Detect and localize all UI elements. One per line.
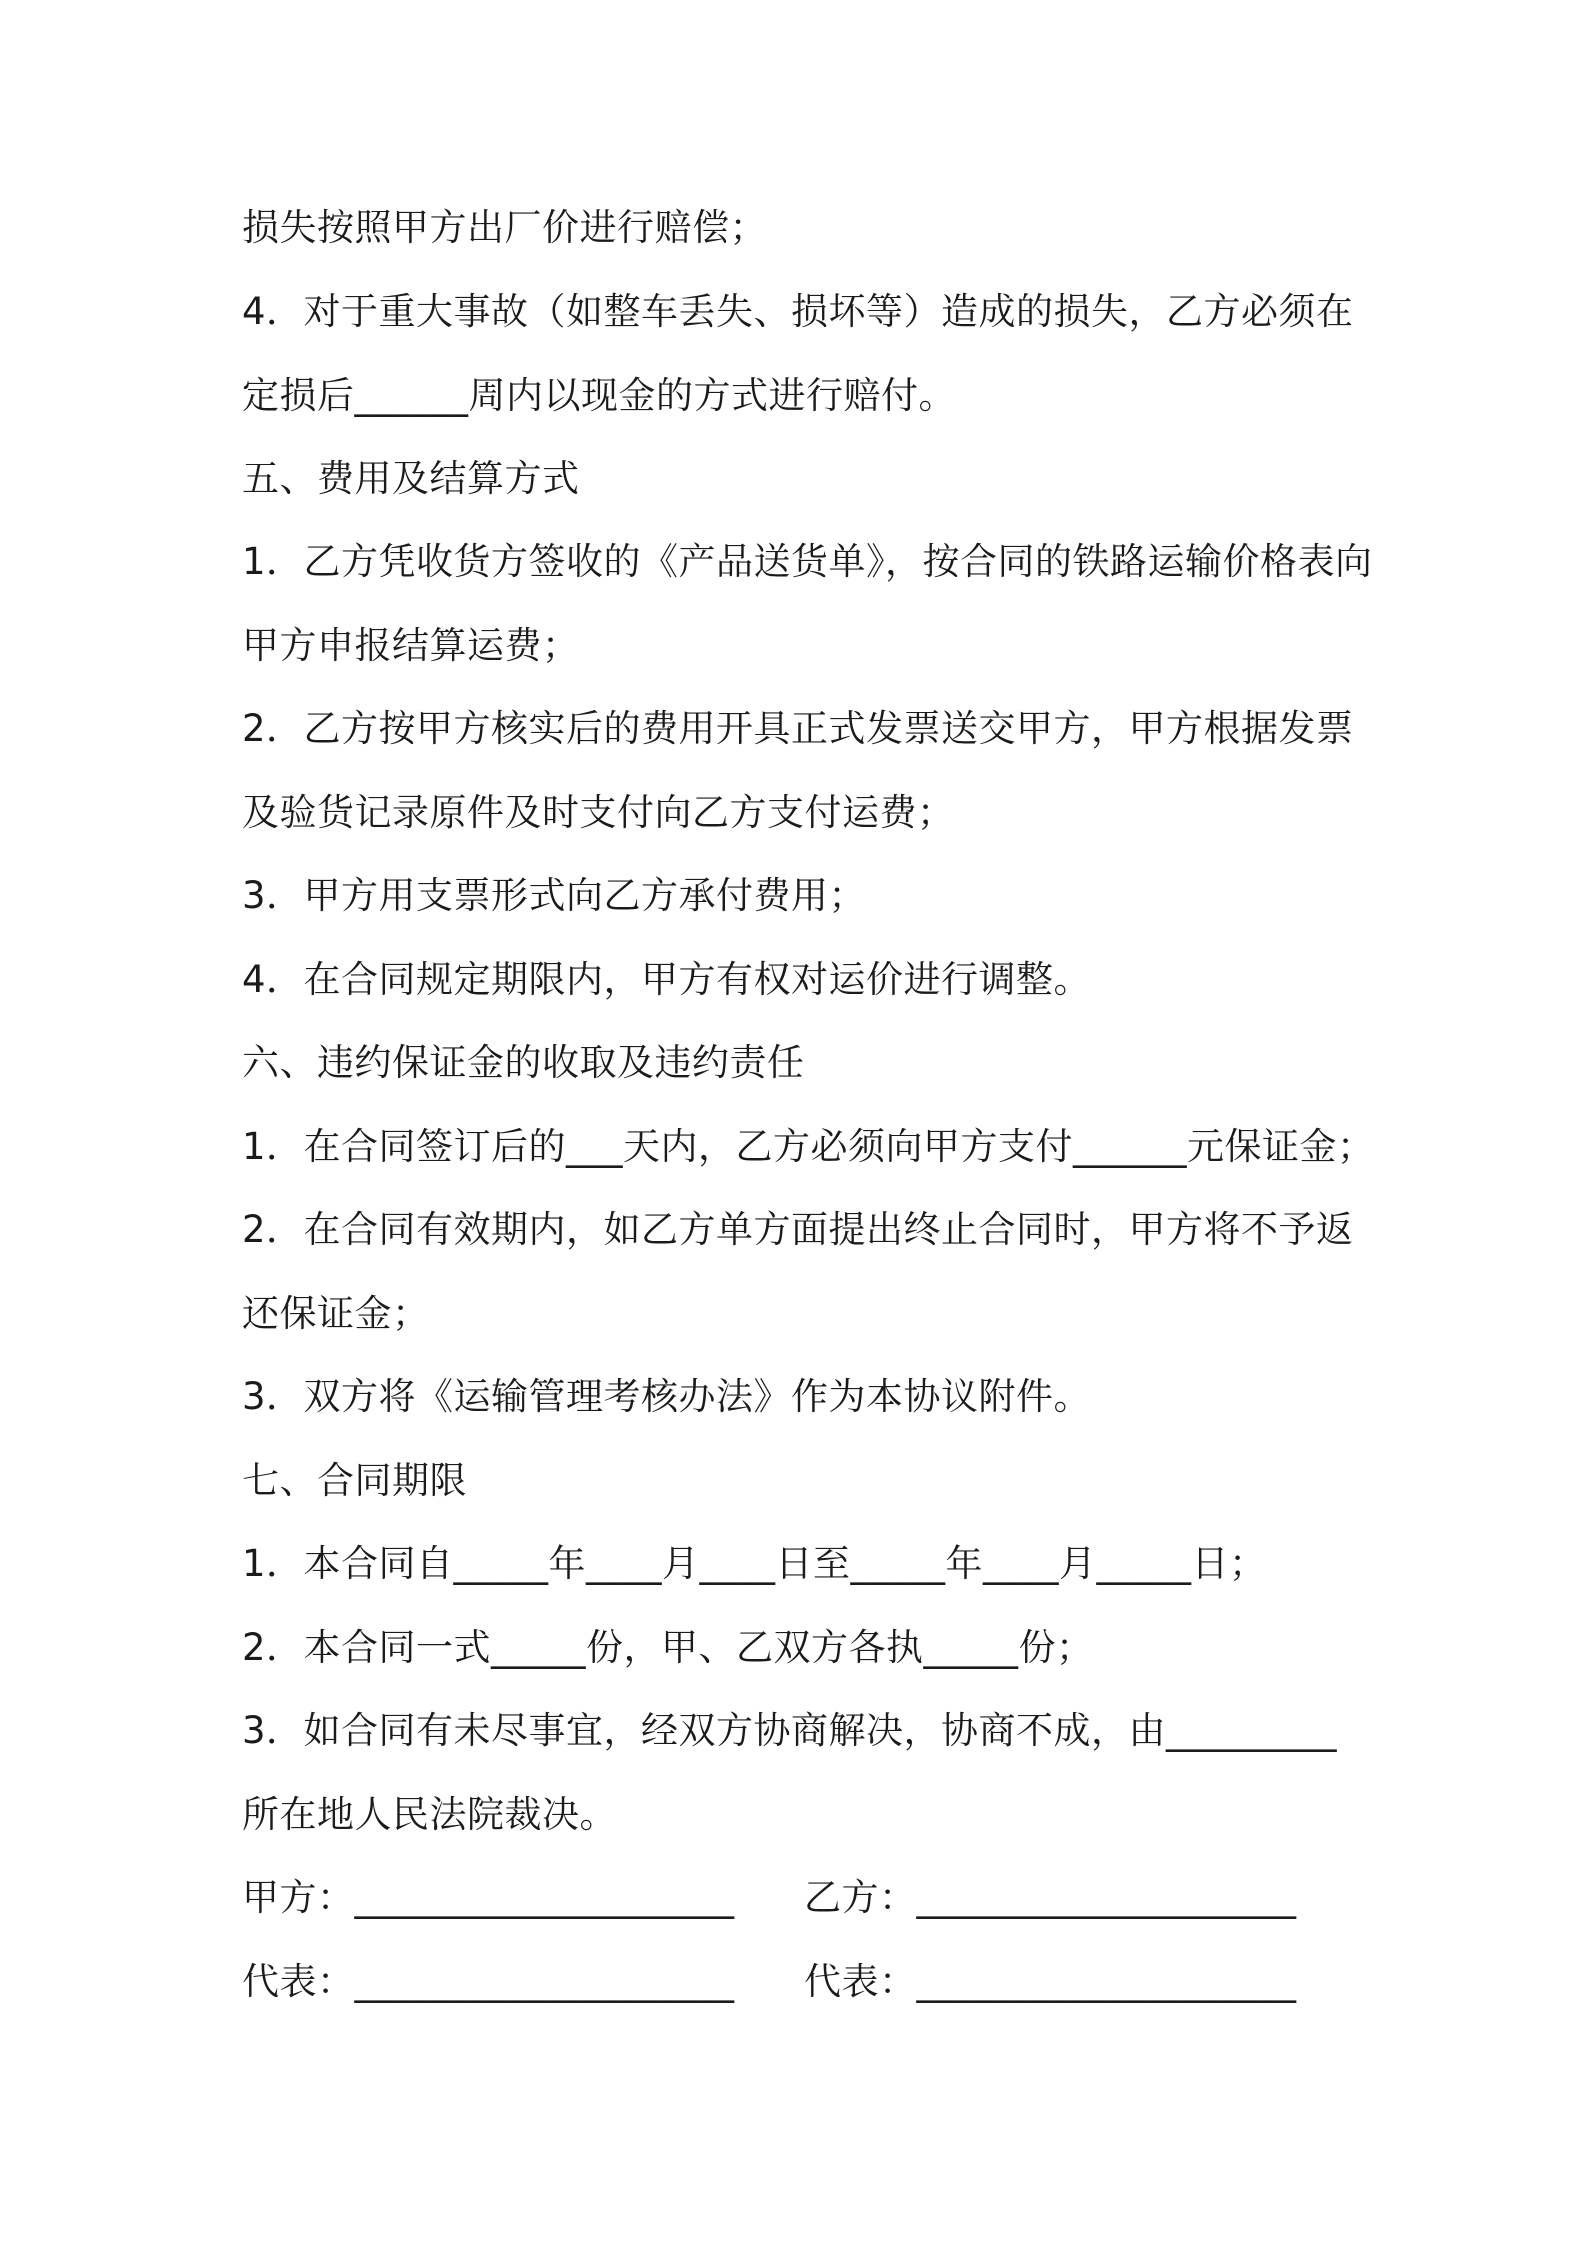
text-line: 甲方申报结算运费；: [242, 624, 580, 667]
text-line: 及验货记录原件及时支付向乙方支付运费；: [242, 791, 955, 834]
text-line: 4．在合同规定期限内，甲方有权对运价进行调整。: [242, 958, 1092, 1001]
text-line: 2．本合同一式_____份，甲、乙双方各执_____份；: [242, 1626, 1094, 1669]
party-a-representative: 代表：____________________: [242, 1960, 735, 2003]
text-line: 1．在合同签订后的___天内，乙方必须向甲方支付______元保证金；: [242, 1125, 1375, 1168]
text-line: 2．在合同有效期内，如乙方单方面提出终止合同时，甲方将不予返: [242, 1208, 1354, 1251]
text-line: 4．对于重大事故（如整车丢失、损坏等）造成的损失，乙方必须在: [242, 290, 1354, 333]
text-line: 损失按照甲方出厂价进行赔偿；: [242, 206, 767, 249]
text-line: 定损后______周内以现金的方式进行赔付。: [242, 374, 956, 417]
text-line: 所在地人民法院裁决。: [242, 1793, 617, 1836]
text-line: 3．双方将《运输管理考核办法》作为本协议附件。: [242, 1375, 1092, 1418]
party-b-representative: 代表：____________________: [804, 1960, 1297, 2003]
text-line: 1．本合同自_____年____月____日至_____年____月_____日；: [242, 1542, 1267, 1585]
text-line: 3．如合同有未尽事宜，经双方协商解决，协商不成，由_________: [242, 1709, 1338, 1752]
section-heading: 七、合同期限: [242, 1459, 467, 1502]
text-line: 1．乙方凭收货方签收的《产品送货单》，按合同的铁路运输价格表向: [242, 540, 1373, 583]
section-heading: 六、违约保证金的收取及违约责任: [242, 1041, 805, 1084]
text-line: 还保证金；: [242, 1292, 430, 1335]
party-a-signature: 甲方：____________________: [242, 1876, 735, 1919]
party-b-signature: 乙方：____________________: [804, 1876, 1297, 1919]
text-line: 3．甲方用支票形式向乙方承付费用；: [242, 874, 867, 917]
text-line: 2．乙方按甲方核实后的费用开具正式发票送交甲方，甲方根据发票: [242, 707, 1354, 750]
section-heading: 五、费用及结算方式: [242, 457, 580, 500]
